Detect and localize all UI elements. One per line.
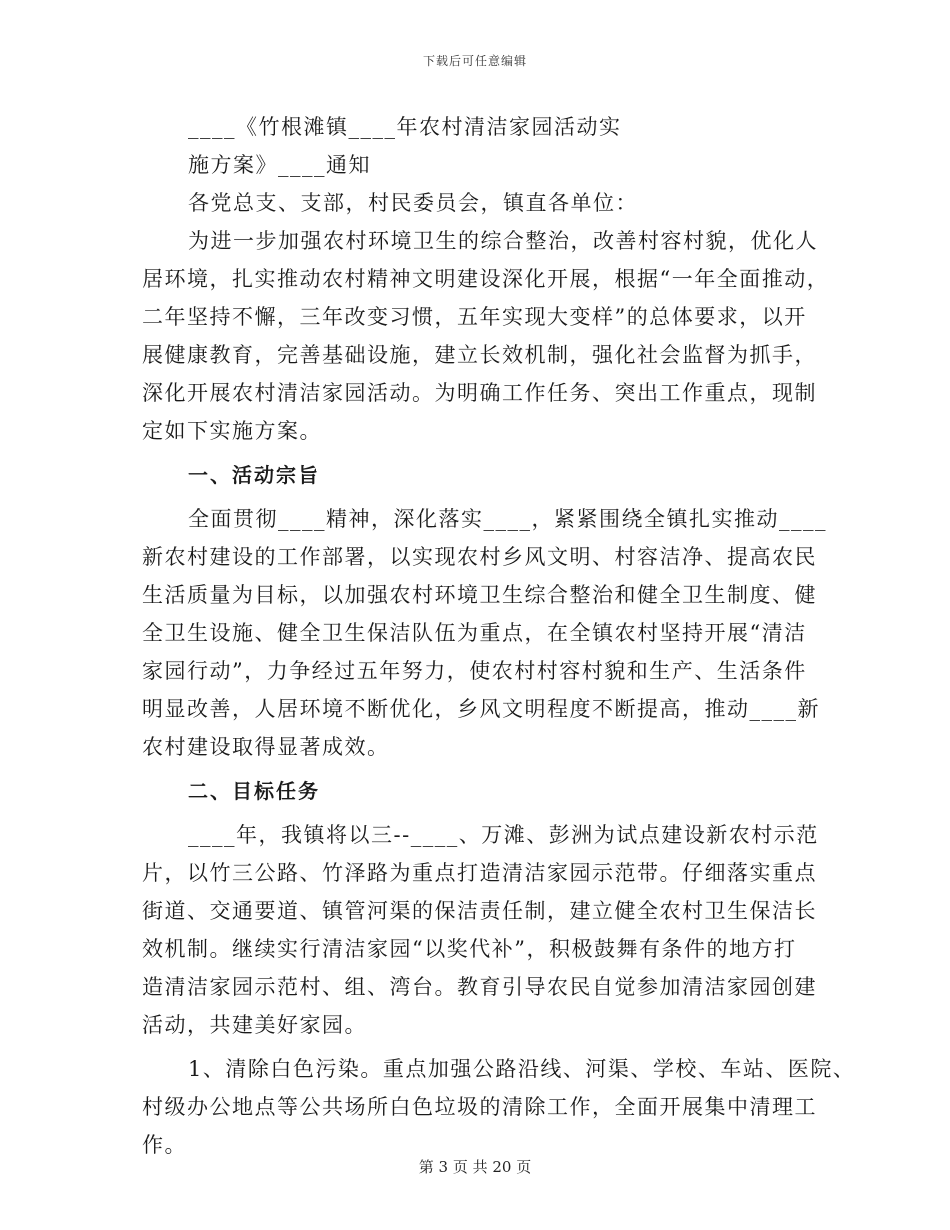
item1-line: 村级办公地点等公共场所白色垃圾的清除工作，全面开展集中清理工 [142, 1095, 817, 1119]
section1-line: 生活质量为目标，以加强农村环境卫生综合整治和健全卫生制度、健 [142, 583, 817, 607]
document-title-line-1: ____《竹根滩镇____年农村清洁家园活动实 [188, 115, 622, 139]
section1-line: 全面贯彻____精神，深化落实____，紧紧围绕全镇扎实推动____ [188, 507, 827, 531]
section2-line: 街道、交通要道、镇管河渠的保洁责任制，建立健全农村卫生保洁长 [142, 899, 817, 923]
section2-line: 片，以竹三公路、竹泽路为重点打造清洁家园示范带。仔细落实重点 [142, 861, 817, 885]
intro-line: 为进一步加强农村环境卫生的综合整治，改善村容村貌，优化人 [188, 229, 818, 253]
page-header-note: 下载后可任意编辑 [422, 54, 527, 68]
section-heading-goals: 二、目标任务 [188, 779, 320, 803]
section2-line: 造清洁家园示范村、组、湾台。教育引导农民自觉参加清洁家园创建 [142, 975, 817, 999]
section2-line: 效机制。继续实行清洁家园“以奖代补”，积极鼓舞有条件的地方打 [142, 937, 797, 961]
section1-line: 新农村建设的工作部署，以实现农村乡风文明、村容洁净、提高农民 [142, 545, 817, 569]
section-heading-purpose: 一、活动宗旨 [188, 463, 320, 487]
salutation: 各党总支、支部，村民委员会，镇直各单位： [188, 191, 638, 215]
section2-line: 活动，共建美好家园。 [142, 1013, 367, 1037]
intro-line: 二年坚持不懈，三年改变习惯，五年实现大变样”的总体要求，以开 [142, 305, 807, 329]
item1-line: 作。 [142, 1133, 187, 1157]
section2-line: ____年，我镇将以三--____、万滩、彭洲为试点建设新农村示范 [188, 823, 819, 847]
section1-line: 明显改善，人居环境不断优化，乡风文明程度不断提高，推动____新 [142, 697, 820, 721]
page-number: 第 3 页 共 20 页 [418, 1158, 532, 1176]
section1-line: 农村建设取得显著成效。 [142, 735, 390, 759]
section1-line: 家园行动”，力争经过五年努力，使农村村容村貌和生产、生活条件 [142, 659, 807, 683]
intro-line: 定如下实施方案。 [142, 419, 322, 443]
item1-line: 1、清除白色污染。重点加强公路沿线、河渠、学校、车站、医院、 [188, 1057, 856, 1081]
intro-line: 居环境，扎实推动农村精神文明建设深化开展，根据“一年全面推动， [142, 267, 830, 291]
document-title-line-2: 施方案》____通知 [188, 153, 371, 177]
document-body [142, 108, 856, 1164]
section1-line: 全卫生设施、健全卫生保洁队伍为重点，在全镇农村坚持开展“清洁 [142, 621, 807, 645]
intro-line: 深化开展农村清洁家园活动。为明确工作任务、突出工作重点，现制 [142, 381, 817, 405]
intro-line: 展健康教育，完善基础设施，建立长效机制，强化社会监督为抓手， [142, 343, 817, 367]
